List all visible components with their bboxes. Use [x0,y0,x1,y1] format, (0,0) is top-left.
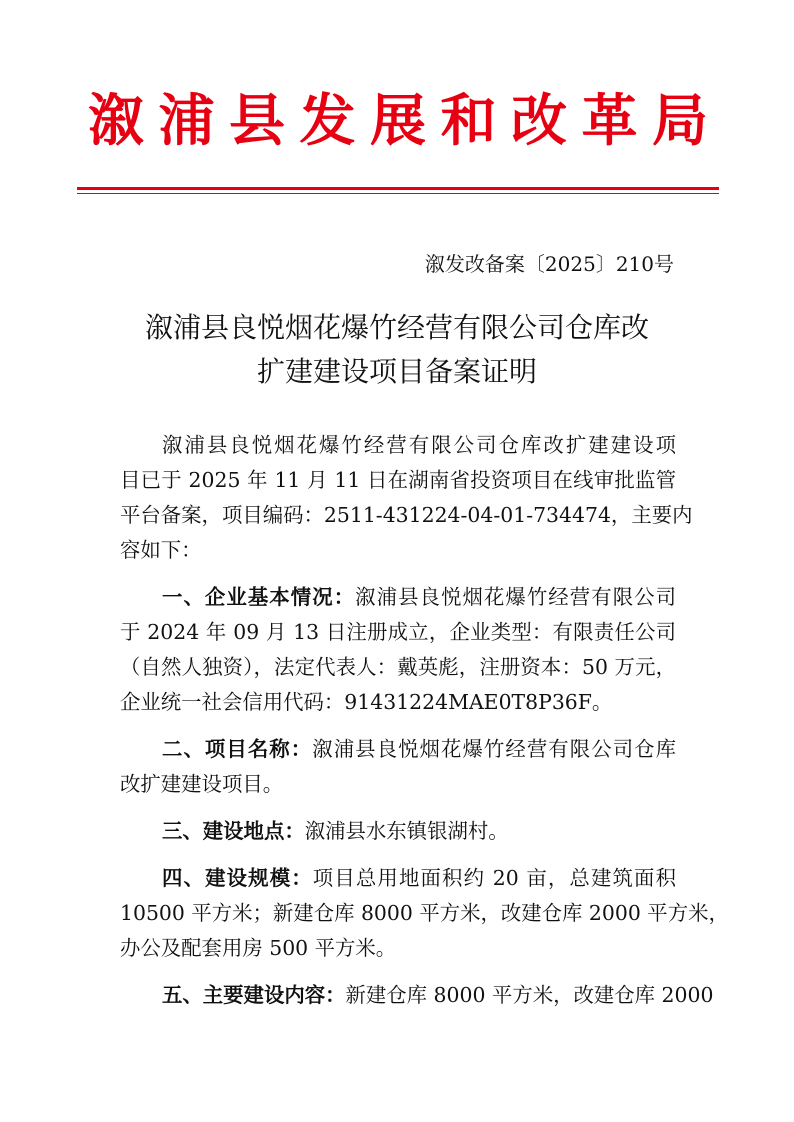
section-enterprise-info [120,580,676,720]
agency-char: 改 [511,89,567,154]
text-line: 改扩建建设项目。 [120,772,284,796]
section-text: 新建仓库 8000 平方米，改建仓库 2000 [345,983,714,1007]
section-location [120,814,676,849]
section-project-name [120,732,676,802]
text-line: 目已于 2025 年 11 月 11 日在湖南省投资项目在线审批监管 [120,468,676,492]
agency-char: 局 [652,89,708,154]
agency-char: 革 [581,89,638,154]
section-heading: 一、企业基本情况： [162,585,356,609]
title-line: 扩建建设项目备案证明 [256,355,537,388]
document-number: 溆发改备案〔2025〕210号 [424,252,674,276]
agency-char: 和 [440,89,497,154]
text-line [120,861,676,896]
section-heading: 四、建设规模： [162,866,313,890]
text-line: 办公及配套用房 500 平方米。 [120,936,397,960]
document-body [120,428,729,1025]
section-scale [120,861,729,966]
text-line: （自然人独资），法定代表人：戴英彪，注册资本：50 万元， [120,655,676,679]
section-heading: 五、主要建设内容： [162,983,346,1007]
text-line: 容如下： [120,538,202,562]
agency-char: 展 [370,89,426,154]
intro-paragraph [120,428,693,568]
agency-header [88,86,708,158]
section-heading: 二、项目名称： [162,737,313,761]
section-text: 溆浦县良悦烟花爆竹经营有限公司仓库 [312,737,677,761]
text-line: 平台备案，项目编码：2511-431224-04-01-734474，主要内 [120,503,693,527]
agency-char: 县 [229,89,285,154]
text-line: 溆浦县良悦烟花爆竹经营有限公司仓库改扩建建设项 [162,433,676,457]
title-line: 溆浦县良悦烟花爆竹经营有限公司仓库改 [144,311,649,344]
section-text: 溆浦县水东镇银湖村。 [304,819,509,843]
agency-char: 浦 [158,89,215,154]
section-main-content [120,978,714,1013]
text-line [120,732,676,767]
text-line: 10500 平方米；新建仓库 8000 平方米，改建仓库 2000 平方米， [120,901,729,925]
header-rule-thick [77,187,719,190]
section-text: 项目总用地面积约 20 亩，总建筑面积 [312,866,676,890]
agency-char: 溆 [88,89,144,154]
text-line: 企业统一社会信用代码：91431224MAE0T8P36F。 [120,690,613,714]
section-text: 溆浦县良悦烟花爆竹经营有限公司 [355,585,677,609]
text-line [120,978,714,1013]
text-line [120,580,676,615]
section-heading: 三、建设地点： [162,819,305,843]
header-rule-thin [77,193,719,194]
agency-char: 发 [299,89,356,154]
text-line [120,814,676,849]
text-line: 于 2024 年 09 月 13 日注册成立，企业类型：有限责任公司 [120,620,676,644]
document-title [110,306,684,394]
